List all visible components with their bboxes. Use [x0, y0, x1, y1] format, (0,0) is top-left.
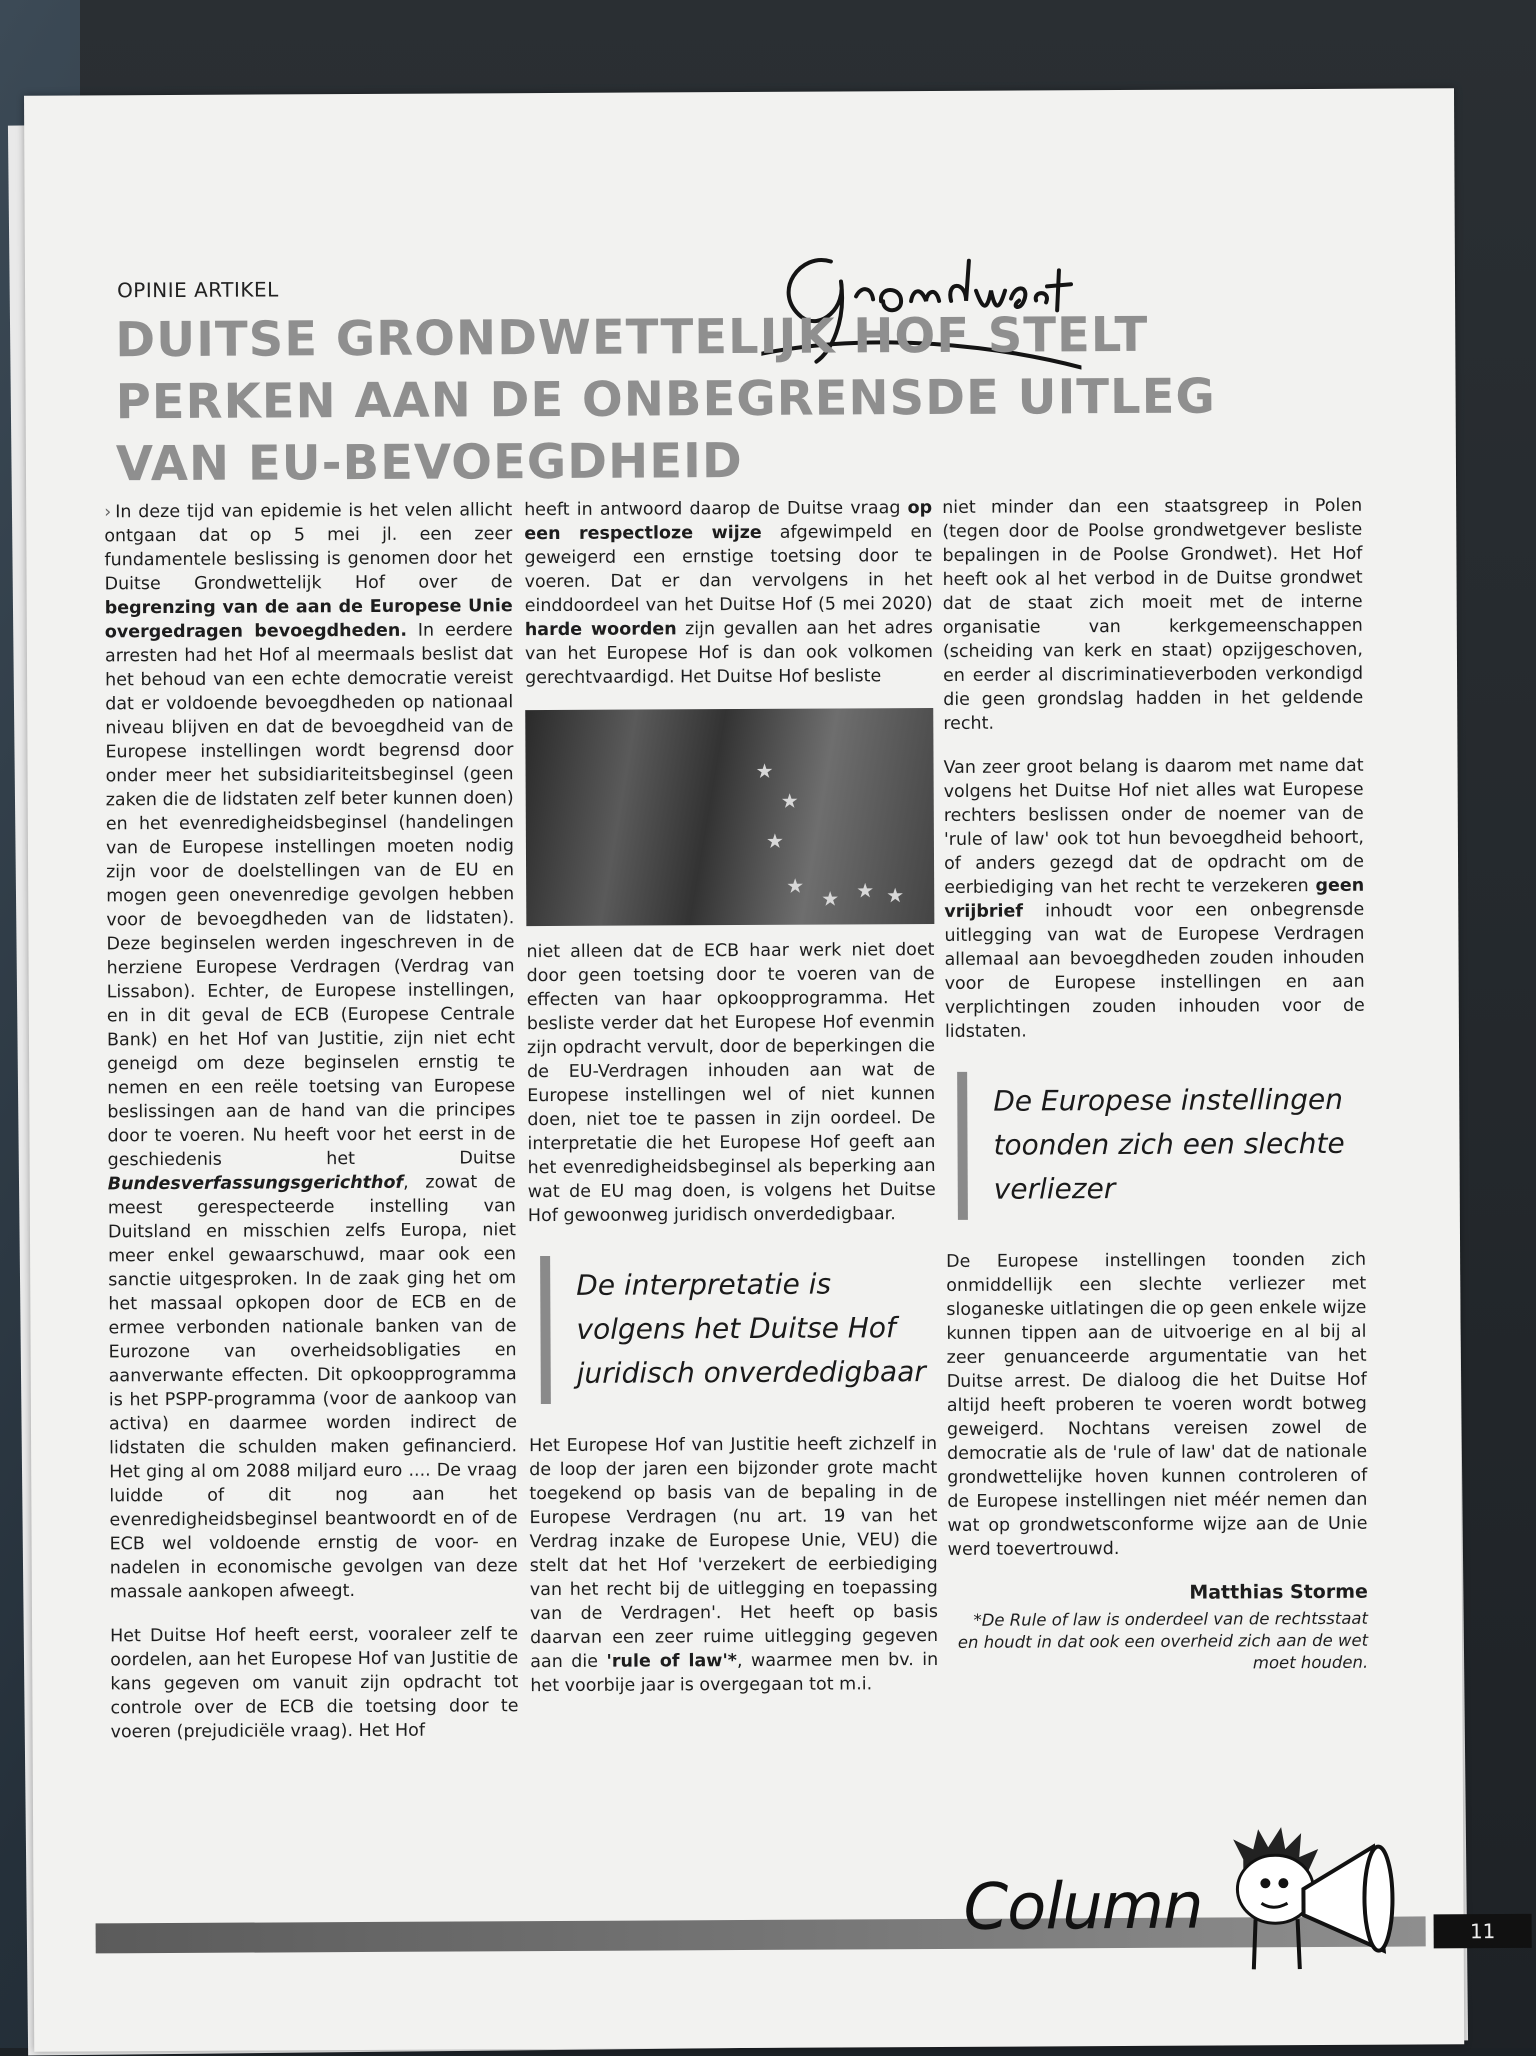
article-kicker: OPINIE ARTIKEL [116, 277, 279, 303]
paragraph-intro: › In deze tijd van epidemie is het velen allicht ontgaan dat op 5 mei jl. een zeer fundamentele beslissing is genomen door het Duitse Grondwettelijk Hof over de begrenzing van de aan de Europese Unie overgedragen bevoegdheden. In eerdere arresten had het Hof al meermaals beslist dat het behoud van een echte democratie vereist dat er voldoende bevoegdheden op nationaal niveau blijven en dat de bevoegdheid van de Europese instellingen wordt begrensd door onder meer het subsidiariteitsbeginsel (geen zaken die de lidstaten zelf beter kunnen doen) en het evenredigheidsbeginsel (handelingen van de Europese instellingen moeten nodig zijn voor de doelstellingen van de EU en mogen geen onevenredige gevolgen hebben voor de bevoegdheden van de lidstaten). Deze beginselen werden ingeschreven in de herziene Europese Verdragen (Verdrag van Lissabon). Echter, de Europese instellingen, en in dit geval de ECB (Europese Centrale Bank) en het Hof van Justitie, zijn niet echt geneigd om deze beginselen ernstig te nemen en een reële toetsing van Europese beslissingen aan de hand van die principes door te voeren. Nu heeft voor het eerst in de geschiedenis het Duitse Bundesverfassungsgerichthof, zowat de meest gerespecteerde instelling van Duitsland en misschien zelfs Europa, niet meer enkel gewaarschuwd, maar ook een sanctie uitgesproken. In de zaak ging het om het massaal opkopen door de ECB en de ermee verbonden nationale banken van de Eurozone van overheidsobligaties en aanverwante effecten. Dit opkoopprogramma is het PSPP-programma (voor de aankoop van activa) en daarmee worden indirect de lidstaten die schulden maken gefinancierd. Het ging al om 2088 miljard euro .... De vraag luidde of dit nog aan het evenredigheidsbeginsel beantwoordt en of de ECB wel voldoende ernstig de voor- en nadelen in economische gevolgen van deze massale aankopen afweegt. [104, 500, 518, 1603]
paragraph: De Europese instellingen toonden zich onmiddellijk een slechte verliezer met sloganeske uitlatingen die op geen enkele wijze kunnen tippen aan de uitvoerige en al bij al zeer genuanceerde argumentatie van het Duitse arrest. De dialoog die het Duitse Hof altijd heeft proberen te voeren wordt botweg geweigerd. Nochtans vereisen zowel de democratie als de 'rule of law' dat de nationale grondwettelijke hoven kunnen controleren of de Europese instellingen niet méér nemen dan wat op grondwetsconforme wijze aan de Unie werd toevertrouwd. [946, 1249, 1368, 1560]
author-name: Matthias Storme [1189, 1580, 1368, 1604]
section-label: Column [963, 1869, 1203, 1945]
article-column-2 [524, 496, 938, 1718]
eu-flag-photo: ★ ★ ★ ★ ★ ★ ★ [525, 708, 934, 926]
paragraph: niet minder dan een staatsgreep in Polen (tegen door de Poolse grondwetgever besliste bepalingen in de Poolse Grondwet). Het Hof heeft ook al het verbod in de Duitse grondwet dat de staat zich moeit met de interne organisatie van kerkgemeenschappen (scheiding van kerk en staat) opzijgeschoven, en eerder al discriminatieverboden verkondigd die geen grondslag hadden in het geldende recht. [942, 495, 1364, 734]
article-column-3 [942, 494, 1368, 1676]
paragraph: Het Europese Hof van Justitie heeft zichzelf in de loop der jaren een bijzonder grote macht toegekend op basis van de bepaling in de Europese Verdragen (nu art. 19 van het Verdrag inzake de Europese Unie, VEU) die stelt dat het Hof 'verzekert de eerbiediging van het recht bij de uitlegging en toepassing van de Verdragen'. Het heeft op basis daarvan een zeer ruime uitlegging gegeven aan die 'rule of law'*, waarmee men bv. in het voorbije jaar is overgegaan tot m.i. [529, 1433, 939, 1697]
paragraph: Van zeer groot belang is daarom met name dat volgens het Duitse Hof niet alles wat Europese rechters beslissen onder de noemer van de 'rule of law' ook tot hun bevoegdheid behoort, of anders gezegd dat de opdracht om de eerbiediging van het recht te verzekeren geen vrijbrief inhoudt voor een onbegrensde uitlegging van wat de Europese Verdragen allemaal aan bevoegdheden zouden inhouden voor de Europese instellingen en aan verplichtingen zouden inhouden voor de lidstaten. [943, 755, 1365, 1042]
page-number: 11 [1434, 1914, 1532, 1949]
article-column-1 [104, 498, 519, 1764]
paragraph: heeft in antwoord daarop de Duitse vraag op een respectloze wijze afgewimpeld en geweigerd een ernstige toetsing door te voeren. Dat er dan vervolgens in het einddoordeel van het Duitse Hof (5 mei 2020) harde woorden zijn gevallen aan het adres van het Europese Hof is dan ook volkomen gerechtvaardigd. Het Duitse Hof besliste [524, 497, 933, 689]
paragraph: Het Duitse Hof heeft eerst, vooraleer zelf te oordelen, aan het Europese Hof van Justitie de kans gegeven om vanuit zijn opdracht tot controle over de ECB die toetsing door te voeren (prejudiciële vraag). Het Hof [110, 1624, 519, 1743]
magazine-page [24, 88, 1496, 2051]
chevron-right-icon: › [104, 502, 112, 523]
pull-quote: De Europese instellingen toonden zich een slechte verliezer [957, 1070, 1366, 1220]
pull-quote: De interpretatie is volgens het Duitse Hof juridisch onverdedigbaar [540, 1254, 937, 1404]
hedgehog-megaphone-icon [1203, 1819, 1404, 1980]
paragraph: niet alleen dat de ECB haar werk niet doet door geen toetsing door te voeren van de effecten van haar opkoopprogramma. Het besliste verder dat het Europese Hof evenmin zijn opdracht vervult, door de beperkingen die de EU-Verdragen inhouden aan wat de Europese instellingen wel of niet kunnen doen, niet toe te passen in zijn oordeel. De interpretatie die het Europese Hof geeft aan het evenredigheidsbeginsel als beperking aan wat de EU mag doen, is volgens het Duitse Hof gewoonweg juridisch onverdedigbaar. [526, 939, 936, 1227]
footnote: *De Rule of law is onderdeel van de rechtsstaat en houdt in dat ook een overheid zich aan de wet moet houden. [957, 1608, 1369, 1673]
article-headline: DUITSE GRONDWETTELIJK HOF STELT PERKEN AAN DE ONBEGRENSDE UITLEG VAN EU-BEVOEGDHEID [115, 306, 1217, 493]
